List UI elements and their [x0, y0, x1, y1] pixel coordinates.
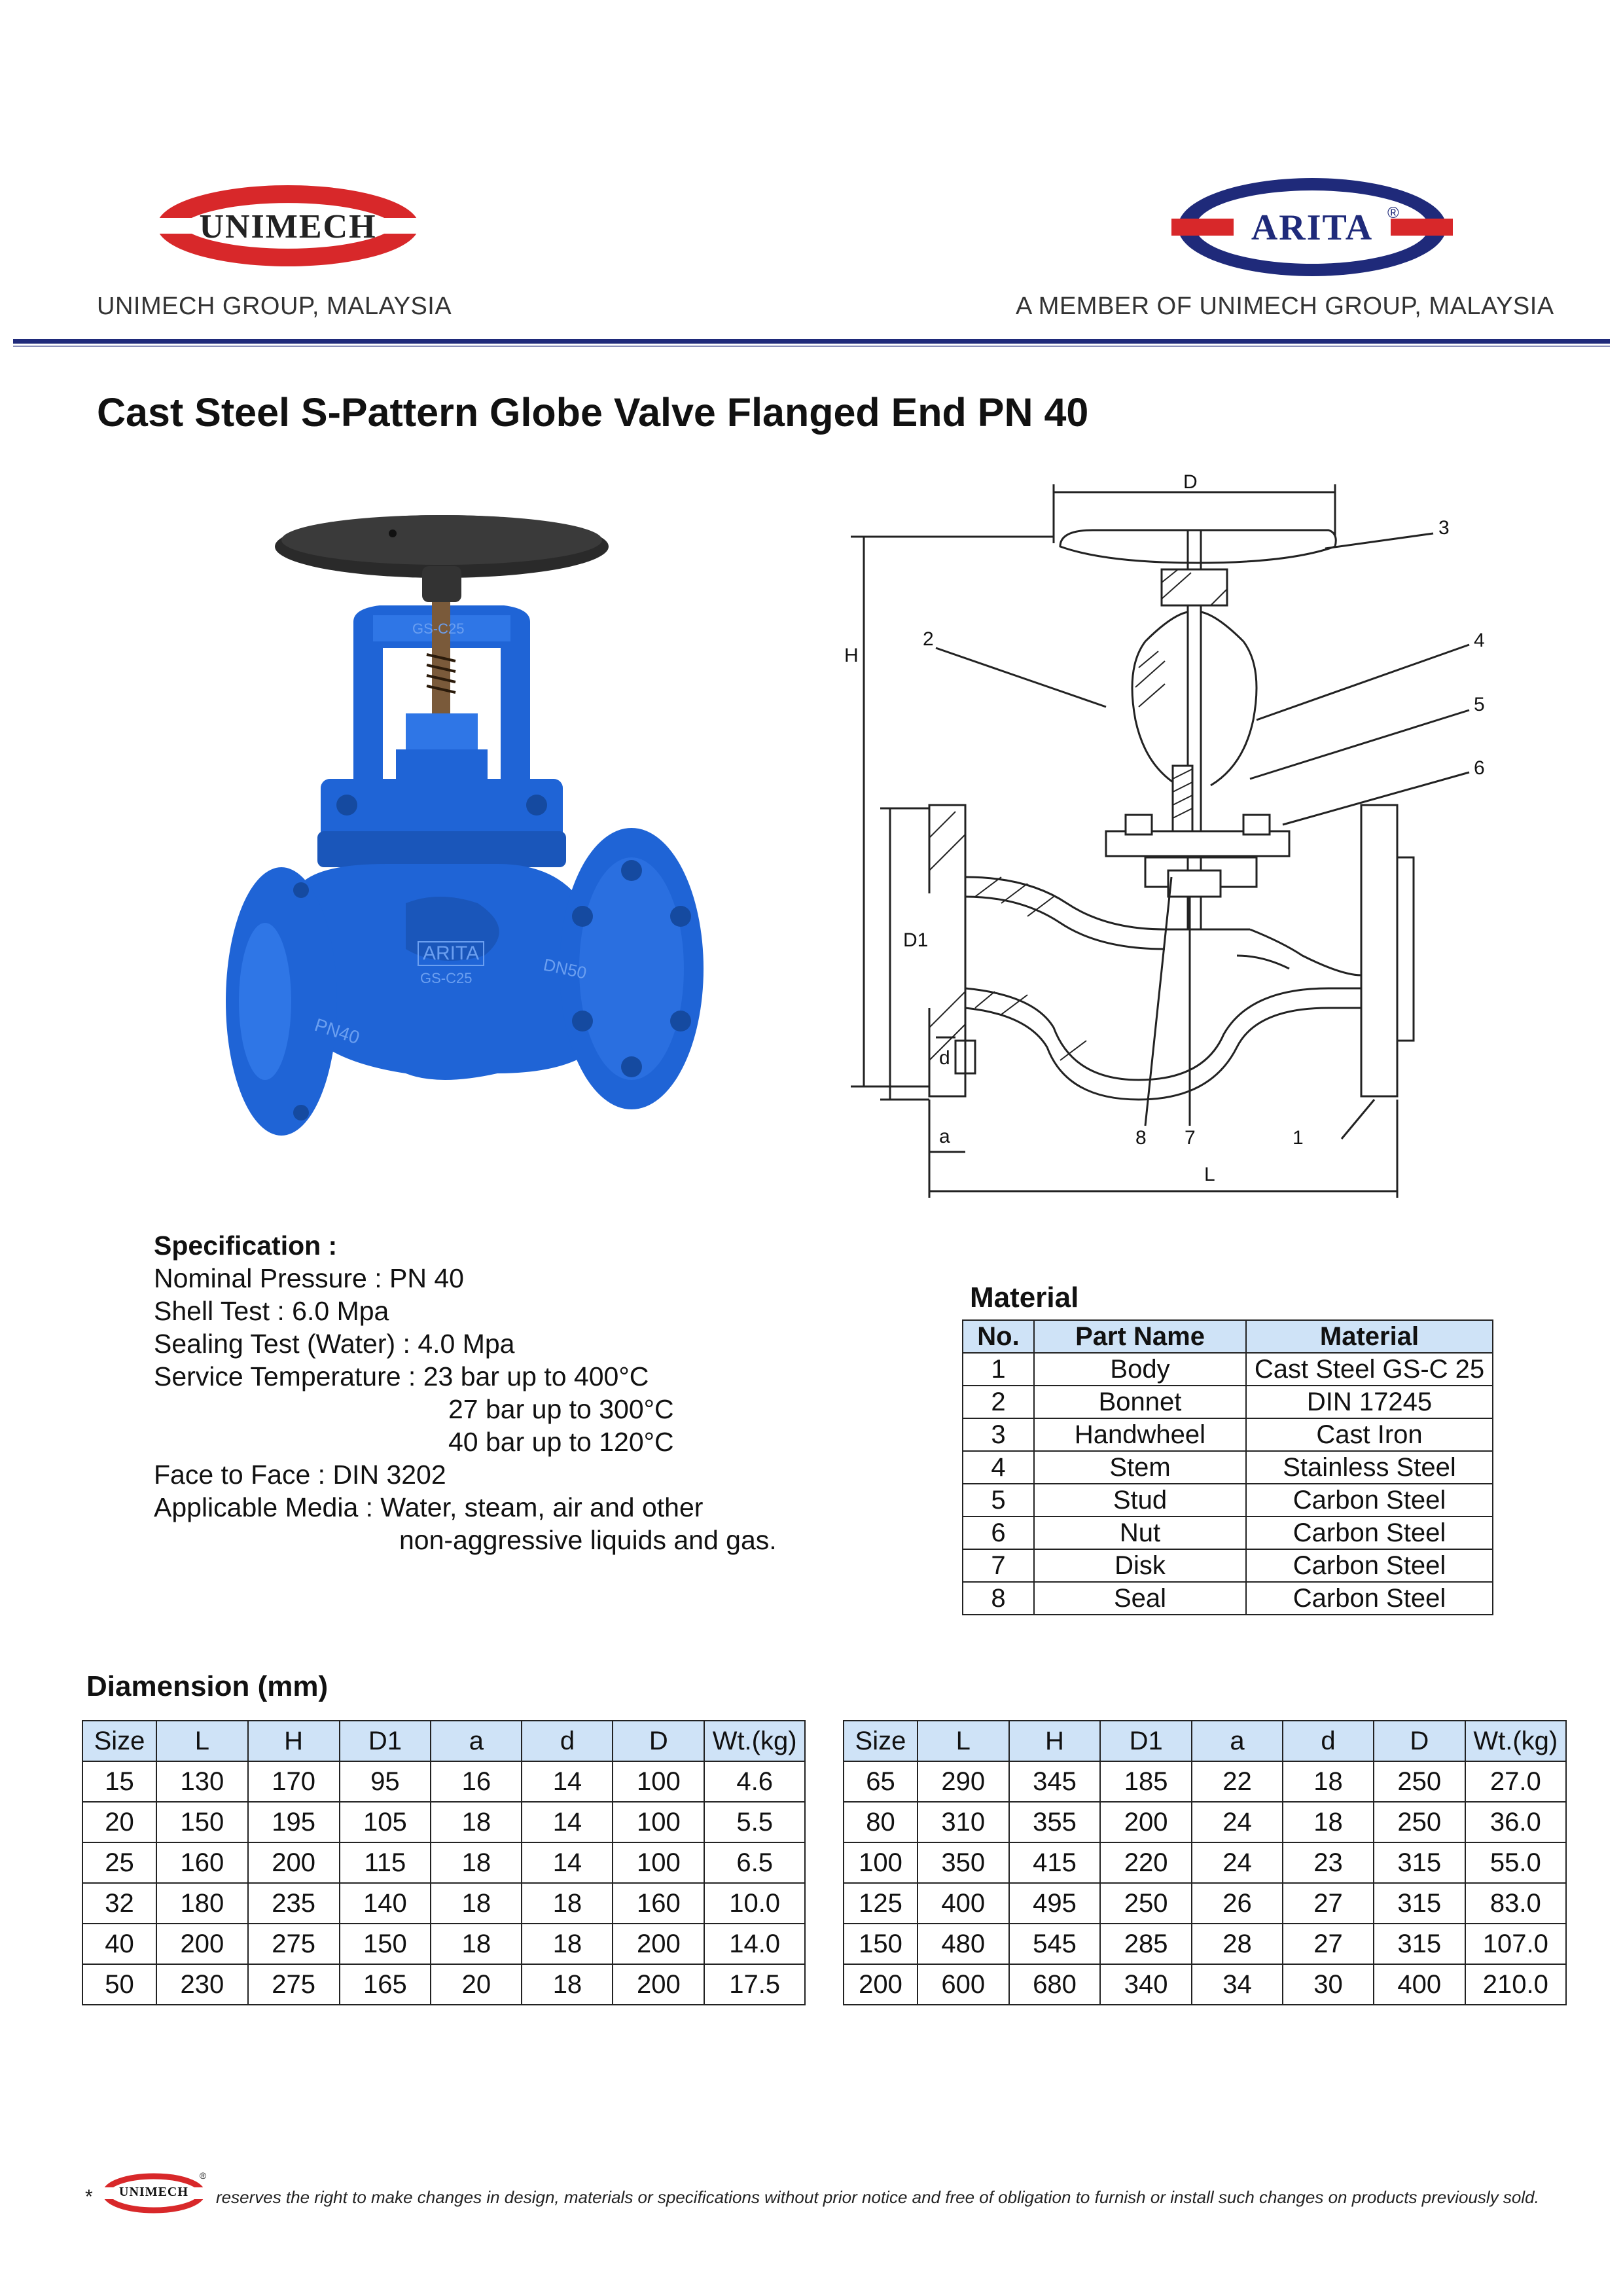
dimension-col-size: Size	[844, 1721, 918, 1761]
dimension-cell: 18	[431, 1924, 522, 1964]
side-mark-2: DN50	[541, 954, 588, 983]
specification-block	[154, 1229, 777, 1556]
dimension-col-size: Size	[82, 1721, 156, 1761]
dimension-cell: 160	[156, 1842, 248, 1883]
dimension-cell: 34	[1192, 1964, 1283, 2005]
dim-label-a: a	[939, 1126, 950, 1147]
material-cell-material: Stainless Steel	[1246, 1451, 1493, 1484]
dimension-col-d1: D1	[340, 1721, 431, 1761]
material-cell-part: Handwheel	[1034, 1418, 1246, 1451]
dimension-cell: 23	[1283, 1842, 1374, 1883]
part-callout-5: 5	[1474, 694, 1485, 715]
material-cell-no: 1	[963, 1353, 1034, 1386]
dim-label-D: D	[1183, 471, 1198, 493]
material-col-material: Material	[1246, 1320, 1493, 1353]
dimension-col-d1: D1	[1100, 1721, 1192, 1761]
dimension-cell: 24	[1192, 1802, 1283, 1842]
dimension-cell: 195	[248, 1802, 340, 1842]
dimension-cell: 95	[340, 1761, 431, 1802]
dimension-cell: 65	[844, 1761, 918, 1802]
dimension-row	[82, 1761, 805, 1802]
dimension-col-wt-kg: Wt.(kg)	[1465, 1721, 1566, 1761]
dimension-cell: 185	[1100, 1761, 1192, 1802]
dimension-cell: 400	[918, 1883, 1009, 1924]
dimension-cell: 14	[522, 1802, 613, 1842]
dimension-cell: 100	[613, 1802, 704, 1842]
dimension-cell: 18	[522, 1924, 613, 1964]
material-cell-material: Carbon Steel	[1246, 1516, 1493, 1549]
dimension-row	[844, 1924, 1566, 1964]
material-cell-part: Disk	[1034, 1549, 1246, 1582]
dimension-row	[82, 1883, 805, 1924]
dimension-cell: 275	[248, 1964, 340, 2005]
dimension-cell: 165	[340, 1964, 431, 2005]
part-callout-3: 3	[1438, 517, 1450, 539]
material-table	[962, 1319, 1493, 1615]
spec-nominal-pressure: Nominal Pressure : PN 40	[154, 1263, 464, 1293]
header-divider-thin	[13, 346, 1610, 347]
dimension-cell: 150	[340, 1924, 431, 1964]
dimension-cell: 200	[1100, 1802, 1192, 1842]
spec-service-temp: Service Temperature : 23 bar up to 400°C	[154, 1361, 649, 1391]
dimension-cell: 16	[431, 1761, 522, 1802]
dimension-row	[844, 1883, 1566, 1924]
spec-service-temp-3: 40 bar up to 120°C	[448, 1427, 674, 1457]
dimension-col-l: L	[918, 1721, 1009, 1761]
page-title: Cast Steel S-Pattern Globe Valve Flanged End PN 40	[97, 390, 1089, 435]
material-cell-no: 2	[963, 1386, 1034, 1418]
dimension-row	[82, 1924, 805, 1964]
dimension-cell: 15	[82, 1761, 156, 1802]
dimension-cell: 345	[1009, 1761, 1101, 1802]
footer-asterisk: *	[85, 2186, 93, 2208]
material-cell-no: 4	[963, 1451, 1034, 1484]
dimension-cell: 18	[431, 1802, 522, 1842]
dimension-cell: 18	[431, 1883, 522, 1924]
dimension-cell: 50	[82, 1964, 156, 2005]
material-cell-no: 7	[963, 1549, 1034, 1582]
dimension-row	[844, 1761, 1566, 1802]
dimension-row	[82, 1964, 805, 2005]
dimension-cell: 27	[1283, 1924, 1374, 1964]
material-cell-part: Stud	[1034, 1484, 1246, 1516]
dimension-cell: 125	[844, 1883, 918, 1924]
dimension-cell: 40	[82, 1924, 156, 1964]
dimension-col-d: d	[522, 1721, 613, 1761]
unimech-group-caption: UNIMECH GROUP, MALAYSIA	[97, 293, 452, 320]
dimension-cell: 200	[613, 1964, 704, 2005]
dimension-cell: 130	[156, 1761, 248, 1802]
part-callout-2: 2	[923, 628, 934, 650]
dimension-cell: 4.6	[704, 1761, 805, 1802]
dimension-cell: 250	[1374, 1761, 1465, 1802]
dimension-cell: 355	[1009, 1802, 1101, 1842]
dimension-cell: 235	[248, 1883, 340, 1924]
dimension-cell: 400	[1374, 1964, 1465, 2005]
dimension-cell: 20	[431, 1964, 522, 2005]
material-row	[963, 1451, 1493, 1484]
dimension-cell: 285	[1100, 1924, 1192, 1964]
arita-member-caption: A MEMBER OF UNIMECH GROUP, MALAYSIA	[1016, 293, 1554, 320]
dimension-col-d: D	[1374, 1721, 1465, 1761]
part-callout-1: 1	[1293, 1127, 1304, 1149]
dimension-cell: 18	[1283, 1802, 1374, 1842]
dimension-cell: 25	[82, 1842, 156, 1883]
body-mark-2: GS-C25	[420, 970, 473, 986]
arita-logo	[1171, 171, 1453, 283]
material-cell-part: Stem	[1034, 1451, 1246, 1484]
material-cell-no: 6	[963, 1516, 1034, 1549]
footer-disclaimer: reserves the right to make changes in design, materials or specifications without prior notice and free of obligation to furnish or install such changes on products previously sold.	[216, 2187, 1539, 2207]
material-cell-part: Seal	[1034, 1582, 1246, 1615]
dimension-col-h: H	[248, 1721, 340, 1761]
dimension-cell: 220	[1100, 1842, 1192, 1883]
dimension-cell: 340	[1100, 1964, 1192, 2005]
dimension-cell: 315	[1374, 1842, 1465, 1883]
material-col-part: Part Name	[1034, 1320, 1246, 1353]
dimension-heading: Diamension (mm)	[86, 1670, 329, 1702]
spec-applicable-media-2: non-aggressive liquids and gas.	[399, 1525, 777, 1555]
dimension-cell: 14	[522, 1842, 613, 1883]
dimension-col-wt-kg: Wt.(kg)	[704, 1721, 805, 1761]
spec-applicable-media: Applicable Media : Water, steam, air and other	[154, 1492, 704, 1522]
spec-face-to-face: Face to Face : DIN 3202	[154, 1460, 446, 1490]
dimension-cell: 250	[1374, 1802, 1465, 1842]
dimension-row	[844, 1802, 1566, 1842]
dimension-col-l: L	[156, 1721, 248, 1761]
part-callout-7: 7	[1185, 1127, 1196, 1149]
dimension-col-a: a	[1192, 1721, 1283, 1761]
dimension-col-h: H	[1009, 1721, 1101, 1761]
dimension-cell: 210.0	[1465, 1964, 1566, 2005]
dimension-cell: 415	[1009, 1842, 1101, 1883]
material-header-row	[963, 1320, 1493, 1353]
dimension-cell: 28	[1192, 1924, 1283, 1964]
material-col-no: No.	[963, 1320, 1034, 1353]
dimension-cell: 55.0	[1465, 1842, 1566, 1883]
unimech-logo	[147, 173, 429, 278]
dimension-cell: 600	[918, 1964, 1009, 2005]
material-cell-material: Cast Iron	[1246, 1418, 1493, 1451]
valve-photo	[190, 497, 713, 1152]
part-callout-4: 4	[1474, 630, 1485, 651]
dimension-cell: 36.0	[1465, 1802, 1566, 1842]
dimension-cell: 83.0	[1465, 1883, 1566, 1924]
dimension-cell: 22	[1192, 1761, 1283, 1802]
dimension-cell: 290	[918, 1761, 1009, 1802]
footer-logo	[101, 2172, 206, 2215]
dimension-cell: 350	[918, 1842, 1009, 1883]
footer-logo-text: UNIMECH	[119, 2185, 188, 2199]
dimension-cell: 160	[613, 1883, 704, 1924]
material-cell-part: Bonnet	[1034, 1386, 1246, 1418]
dimension-col-a: a	[431, 1721, 522, 1761]
material-row	[963, 1516, 1493, 1549]
dimension-cell: 680	[1009, 1964, 1101, 2005]
material-row	[963, 1386, 1493, 1418]
dimension-cell: 5.5	[704, 1802, 805, 1842]
dimension-cell: 115	[340, 1842, 431, 1883]
material-cell-no: 8	[963, 1582, 1034, 1615]
dimension-header-row	[844, 1721, 1566, 1761]
dimension-cell: 105	[340, 1802, 431, 1842]
dimension-cell: 170	[248, 1761, 340, 1802]
dimension-header-row	[82, 1721, 805, 1761]
dimension-cell: 200	[156, 1924, 248, 1964]
material-cell-material: Carbon Steel	[1246, 1549, 1493, 1582]
dimension-cell: 30	[1283, 1964, 1374, 2005]
dimension-cell: 32	[82, 1883, 156, 1924]
material-row	[963, 1418, 1493, 1451]
dim-label-d: d	[939, 1047, 950, 1069]
dimension-cell: 180	[156, 1883, 248, 1924]
dimension-cell: 18	[522, 1964, 613, 2005]
dimension-row	[844, 1964, 1566, 2005]
dimension-cell: 315	[1374, 1924, 1465, 1964]
dimension-cell: 20	[82, 1802, 156, 1842]
dimension-cell: 26	[1192, 1883, 1283, 1924]
dimension-cell: 200	[248, 1842, 340, 1883]
dimension-row	[82, 1802, 805, 1842]
material-row	[963, 1549, 1493, 1582]
dimension-cell: 6.5	[704, 1842, 805, 1883]
arita-registered-mark: ®	[1387, 204, 1399, 222]
dimension-cell: 27.0	[1465, 1761, 1566, 1802]
spec-service-temp-2: 27 bar up to 300°C	[448, 1394, 674, 1424]
dimension-row	[82, 1842, 805, 1883]
dimension-cell: 140	[340, 1883, 431, 1924]
part-callout-8: 8	[1135, 1127, 1147, 1149]
dimension-cell: 480	[918, 1924, 1009, 1964]
dimension-cell: 18	[522, 1883, 613, 1924]
material-cell-material: Cast Steel GS-C 25	[1246, 1353, 1493, 1386]
dimension-cell: 18	[1283, 1761, 1374, 1802]
material-cell-material: Carbon Steel	[1246, 1484, 1493, 1516]
dimension-cell: 545	[1009, 1924, 1101, 1964]
technical-drawing	[831, 471, 1531, 1204]
dimension-cell: 14	[522, 1761, 613, 1802]
dimension-cell: 200	[844, 1964, 918, 2005]
body-mark: ARITA	[418, 941, 484, 966]
material-cell-material: Carbon Steel	[1246, 1582, 1493, 1615]
dimension-cell: 230	[156, 1964, 248, 2005]
dim-label-L: L	[1204, 1164, 1215, 1185]
material-cell-part: Body	[1034, 1353, 1246, 1386]
material-cell-no: 3	[963, 1418, 1034, 1451]
yoke-mark: GS-C25	[412, 620, 465, 637]
dimension-cell: 315	[1374, 1883, 1465, 1924]
dimension-cell: 18	[431, 1842, 522, 1883]
dimension-cell: 275	[248, 1924, 340, 1964]
dimension-cell: 200	[613, 1924, 704, 1964]
unimech-logo-text: UNIMECH	[199, 208, 377, 245]
spec-sealing-test: Sealing Test (Water) : 4.0 Mpa	[154, 1329, 515, 1359]
dimension-col-d: D	[613, 1721, 704, 1761]
dimension-cell: 100	[613, 1842, 704, 1883]
dimension-table-left	[82, 1720, 806, 2005]
header-divider	[13, 339, 1610, 344]
dimension-row	[844, 1842, 1566, 1883]
dimension-cell: 80	[844, 1802, 918, 1842]
dimension-cell: 107.0	[1465, 1924, 1566, 1964]
material-row	[963, 1353, 1493, 1386]
dimension-cell: 100	[844, 1842, 918, 1883]
dimension-cell: 250	[1100, 1883, 1192, 1924]
dimension-cell: 17.5	[704, 1964, 805, 2005]
dimension-table-right	[843, 1720, 1567, 2005]
material-row	[963, 1582, 1493, 1615]
dimension-cell: 150	[156, 1802, 248, 1842]
spec-heading: Specification :	[154, 1230, 338, 1261]
material-cell-material: DIN 17245	[1246, 1386, 1493, 1418]
dimension-cell: 310	[918, 1802, 1009, 1842]
arita-logo-text: ARITA	[1251, 207, 1374, 248]
dim-label-D1: D1	[903, 929, 929, 951]
footer-logo-registered: ®	[200, 2170, 207, 2181]
dimension-cell: 27	[1283, 1883, 1374, 1924]
material-heading: Material	[970, 1282, 1079, 1314]
material-row	[963, 1484, 1493, 1516]
dimension-cell: 100	[613, 1761, 704, 1802]
dimension-cell: 24	[1192, 1842, 1283, 1883]
dimension-col-d: d	[1283, 1721, 1374, 1761]
dimension-cell: 150	[844, 1924, 918, 1964]
dim-label-H: H	[844, 645, 859, 666]
side-mark: PN40	[312, 1014, 363, 1049]
material-cell-no: 5	[963, 1484, 1034, 1516]
part-callout-6: 6	[1474, 757, 1485, 779]
spec-shell-test: Shell Test : 6.0 Mpa	[154, 1296, 389, 1326]
material-cell-part: Nut	[1034, 1516, 1246, 1549]
dimension-cell: 14.0	[704, 1924, 805, 1964]
dimension-cell: 10.0	[704, 1883, 805, 1924]
dimension-cell: 495	[1009, 1883, 1101, 1924]
